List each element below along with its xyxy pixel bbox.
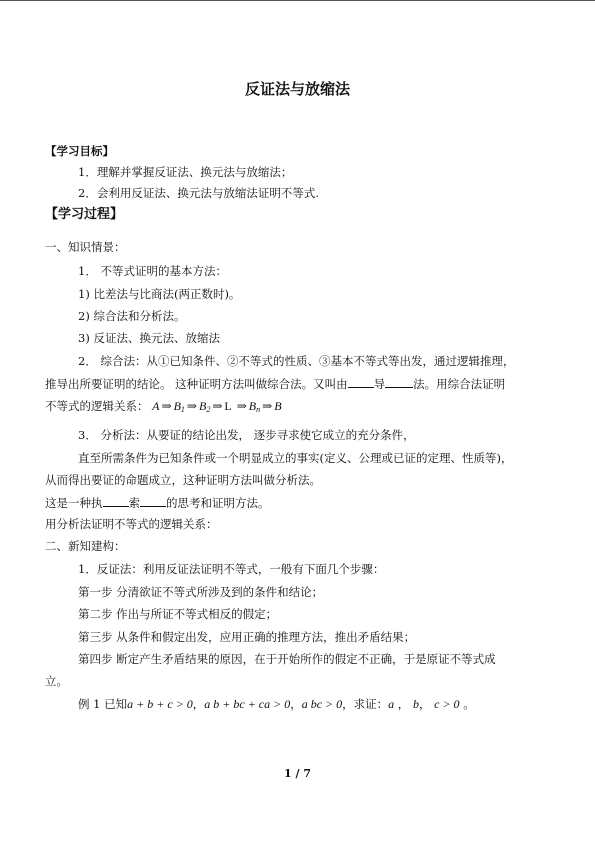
analysis-line-1: 3． 分析法：从要证的结论出发， 逐步寻求使它成立的充分条件， [78, 428, 415, 442]
logic-b2-sub: 2 [206, 405, 211, 414]
goals-heading: 【学习目标】 [45, 144, 114, 158]
example-1 [78, 697, 475, 711]
step-2: 第二步 作出与所证不等式相反的假定； [78, 607, 278, 621]
logic-ellipsis: L [224, 399, 232, 413]
logic-a: A [152, 399, 160, 413]
analysis-text-c: 的思考和证明方法。 [166, 496, 270, 510]
step-4-line-2: 立。 [45, 674, 68, 688]
section-2-heading: 二、新知建构： [45, 539, 126, 553]
analysis-logic-line: 用分析法证明不等式的逻辑关系： [45, 517, 218, 531]
implies-arrow-5: ⇒ [262, 399, 273, 413]
page-number: 1 / 7 [284, 767, 311, 780]
example-cond-2: a b + bc + ca > 0 [204, 697, 291, 711]
method-1: 1) 比差法与比商法(两正数时)。 [78, 287, 241, 301]
example-sep-2: ， [290, 697, 302, 711]
example-comma-1: ， [394, 697, 413, 711]
synthesis-logic-line [45, 399, 282, 417]
synthesis-text-b: 导 [373, 377, 386, 391]
example-cond-3: a bc > 0 [301, 697, 343, 711]
implies-arrow-4: ⇒ [236, 399, 247, 413]
fill-blank-3[interactable] [103, 495, 129, 507]
example-sep-1: ， [192, 697, 205, 711]
synthesis-line-2 [45, 376, 505, 391]
example-cond-1: a + b + c > 0 [127, 697, 193, 711]
fill-blank-4[interactable] [140, 495, 166, 507]
synthesis-line-1: 2． 综合法：从①已知条件、②不等式的性质、③基本不等式等出发，通过逻辑推理， [78, 354, 515, 368]
fill-blank-1[interactable] [348, 376, 374, 388]
logic-label: 不等式的逻辑关系： [45, 399, 149, 413]
example-var-a: a [388, 697, 395, 711]
example-comma-2: ， [418, 697, 435, 711]
basic-methods-item: 1． 不等式证明的基本方法： [78, 264, 227, 278]
step-1: 第一步 分清欲证不等式所涉及到的条件和结论； [78, 585, 324, 599]
logic-formula [152, 399, 281, 413]
step-4-line-1: 第四步 断定产生矛盾结果的原因，在于开始所作的假定不正确，于是原证不等式成 [78, 652, 496, 666]
analysis-line-2: 直至所需条件为已知条件或一个明显成立的事实(定义、公理或已证的定理、性质等)， [78, 451, 513, 465]
logic-b: B [274, 399, 282, 413]
logic-bn: B [248, 399, 257, 413]
example-end: 。 [459, 697, 475, 711]
implies-arrow-1: ⇒ [161, 399, 172, 413]
section-1-heading: 一、知识情景： [45, 240, 126, 254]
analysis-text-b: 索 [128, 496, 140, 510]
synthesis-text-c: 法。用综合法证明 [413, 377, 506, 391]
logic-bn-sub: n [256, 405, 261, 414]
implies-arrow-3: ⇒ [212, 399, 223, 413]
analysis-line-3: 从而得出要证的命题成立，这种证明方法叫做分析法。 [45, 473, 321, 487]
goal-item-1: 1．理解并掌握反证法、换元法与放缩法； [78, 165, 293, 179]
synthesis-text-a: 推导出所要证明的结论。 这种证明方法叫做综合法。又叫由 [45, 377, 348, 391]
example-positive: c > 0 [434, 697, 460, 711]
page-title: 反证法与放缩法 [244, 80, 350, 98]
method-3: 3) 反证法、换元法、放缩法 [78, 331, 220, 345]
analysis-text-a: 这是一种执 [45, 496, 103, 510]
implies-arrow-2: ⇒ [186, 399, 197, 413]
method-2: 2) 综合法和分析法。 [78, 309, 186, 323]
goal-item-2: 2．会利用反证法、换元法与放缩法证明不等式. [78, 186, 319, 200]
contradiction-intro: 1．反证法：利用反证法证明不等式，一般有下面几个步骤： [78, 562, 385, 576]
example-var-b: b [412, 697, 419, 711]
logic-b1-sub: 1 [180, 405, 185, 414]
example-prefix: 例 1 已知 [78, 697, 128, 711]
step-3: 第三步 从条件和假定出发，应用正确的推理方法，推出矛盾结果； [78, 630, 416, 644]
example-prove: ，求证： [342, 697, 389, 711]
logic-b1: B [173, 399, 181, 413]
process-heading: 【学习过程】 [45, 207, 124, 222]
fill-blank-2[interactable] [385, 376, 413, 388]
logic-b2: B [198, 399, 207, 413]
analysis-line-4 [45, 495, 270, 510]
